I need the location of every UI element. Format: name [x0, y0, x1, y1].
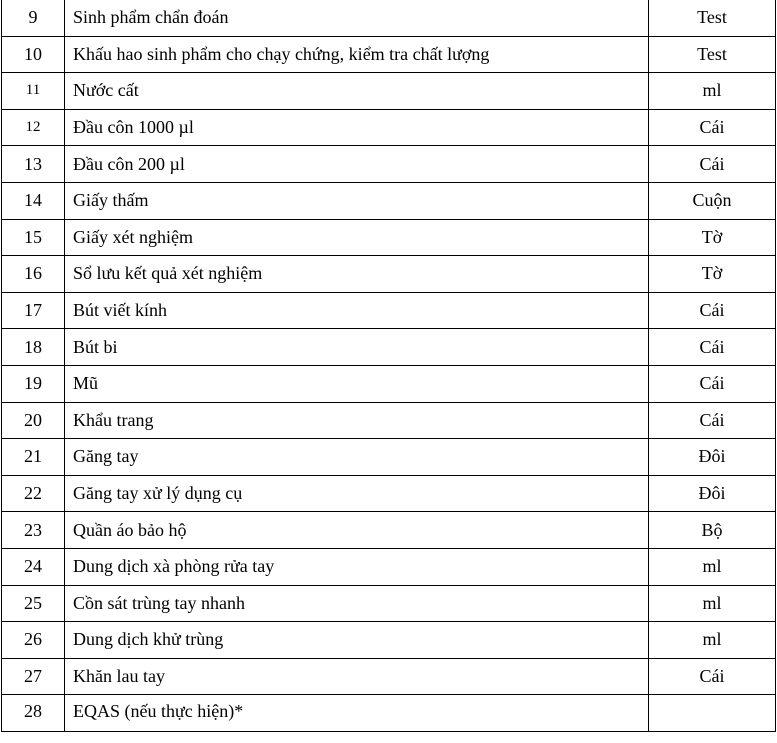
- unit-cell: Tờ: [649, 219, 776, 256]
- table-row: [2, 475, 776, 512]
- unit-cell: Cái: [649, 365, 776, 402]
- row-number-cell: 26: [2, 622, 65, 659]
- unit-cell: Cái: [649, 329, 776, 366]
- row-number-cell: 27: [2, 658, 65, 695]
- table-row: [2, 365, 776, 402]
- item-name-cell: Khăn lau tay: [65, 658, 649, 695]
- item-name-cell: Sinh phẩm chẩn đoán: [65, 0, 649, 36]
- table-row: [2, 73, 776, 110]
- item-name-cell: Dung dịch xà phòng rửa tay: [65, 548, 649, 585]
- row-number-cell: 17: [2, 292, 65, 329]
- item-name-cell: Sổ lưu kết quả xét nghiệm: [65, 256, 649, 293]
- item-name-cell: Dung dịch khử trùng: [65, 622, 649, 659]
- row-number-cell: 23: [2, 512, 65, 549]
- table-row: [2, 512, 776, 549]
- table-row: [2, 548, 776, 585]
- unit-cell: ml: [649, 585, 776, 622]
- row-number-cell: 10: [2, 36, 65, 73]
- table-row: [2, 658, 776, 695]
- table-row: [2, 439, 776, 476]
- supplies-table: [1, 0, 776, 732]
- row-number-cell: 22: [2, 475, 65, 512]
- table-row: [2, 219, 776, 256]
- table-row: [2, 36, 776, 73]
- row-number-cell: 25: [2, 585, 65, 622]
- table-row: [2, 0, 776, 36]
- unit-cell: ml: [649, 548, 776, 585]
- table-row: [2, 109, 776, 146]
- row-number-cell: 16: [2, 256, 65, 293]
- unit-cell: Cái: [649, 402, 776, 439]
- unit-cell: [649, 695, 776, 732]
- supplies-table-body: [2, 0, 776, 731]
- item-name-cell: Giấy xét nghiệm: [65, 219, 649, 256]
- row-number-cell: 24: [2, 548, 65, 585]
- table-row: [2, 402, 776, 439]
- item-name-cell: Găng tay: [65, 439, 649, 476]
- item-name-cell: EQAS (nếu thực hiện)*: [65, 695, 649, 732]
- row-number-cell: 20: [2, 402, 65, 439]
- unit-cell: Test: [649, 36, 776, 73]
- item-name-cell: Đầu côn 200 µl: [65, 146, 649, 183]
- table-row: [2, 256, 776, 293]
- unit-cell: Cái: [649, 146, 776, 183]
- item-name-cell: Mũ: [65, 365, 649, 402]
- table-row: [2, 146, 776, 183]
- row-number-cell: 13: [2, 146, 65, 183]
- unit-cell: Cái: [649, 109, 776, 146]
- item-name-cell: Khẩu trang: [65, 402, 649, 439]
- unit-cell: Đôi: [649, 439, 776, 476]
- table-row: [2, 329, 776, 366]
- row-number-cell: 12: [2, 109, 65, 146]
- unit-cell: Test: [649, 0, 776, 36]
- unit-cell: Cái: [649, 658, 776, 695]
- table-row: [2, 695, 776, 732]
- table-row: [2, 292, 776, 329]
- table-row: [2, 585, 776, 622]
- row-number-cell: 14: [2, 182, 65, 219]
- item-name-cell: Nước cất: [65, 73, 649, 110]
- row-number-cell: 21: [2, 439, 65, 476]
- table-row: [2, 182, 776, 219]
- unit-cell: Cuộn: [649, 182, 776, 219]
- item-name-cell: Giấy thấm: [65, 182, 649, 219]
- unit-cell: ml: [649, 73, 776, 110]
- unit-cell: Bộ: [649, 512, 776, 549]
- unit-cell: Cái: [649, 292, 776, 329]
- row-number-cell: 15: [2, 219, 65, 256]
- unit-cell: ml: [649, 622, 776, 659]
- row-number-cell: 19: [2, 365, 65, 402]
- unit-cell: Đôi: [649, 475, 776, 512]
- item-name-cell: Bút viết kính: [65, 292, 649, 329]
- item-name-cell: Quần áo bảo hộ: [65, 512, 649, 549]
- item-name-cell: Đầu côn 1000 µl: [65, 109, 649, 146]
- item-name-cell: Khấu hao sinh phẩm cho chạy chứng, kiểm tra chất lượng: [65, 36, 649, 73]
- item-name-cell: Cồn sát trùng tay nhanh: [65, 585, 649, 622]
- item-name-cell: Găng tay xử lý dụng cụ: [65, 475, 649, 512]
- item-name-cell: Bút bi: [65, 329, 649, 366]
- row-number-cell: 11: [2, 73, 65, 110]
- row-number-cell: 18: [2, 329, 65, 366]
- unit-cell: Tờ: [649, 256, 776, 293]
- row-number-cell: 28: [2, 695, 65, 732]
- table-row: [2, 622, 776, 659]
- row-number-cell: 9: [2, 0, 65, 36]
